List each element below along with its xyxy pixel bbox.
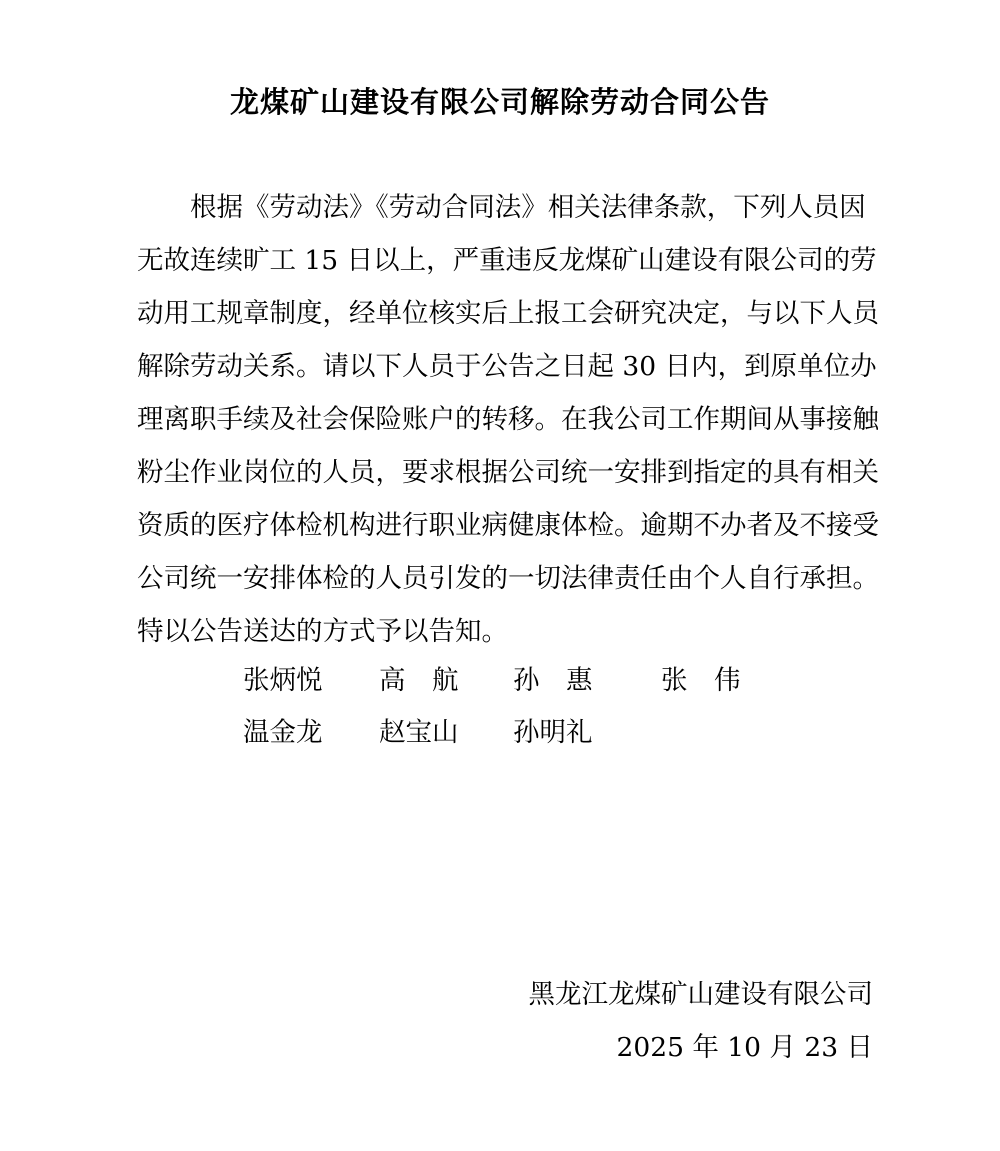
person-name: 高 航 <box>379 665 459 696</box>
body-paragraph-line: 粉尘作业岗位的人员，要求根据公司统一安排到指定的具有相关 <box>137 457 879 488</box>
body-paragraph-line: 解除劳动关系。请以下人员于公告之日起 30 日内，到原单位办 <box>137 351 877 382</box>
notice-title: 龙煤矿山建设有限公司解除劳动合同公告 <box>229 85 770 119</box>
signature-company: 黑龙江龙煤矿山建设有限公司 <box>528 979 873 1010</box>
body-paragraph-line: 无故连续旷工 15 日以上，严重违反龙煤矿山建设有限公司的劳 <box>137 245 877 276</box>
body-paragraph-line: 资质的医疗体检机构进行职业病健康体检。逾期不办者及不接受 <box>137 510 879 541</box>
body-paragraph-line: 动用工规章制度，经单位核实后上报工会研究决定，与以下人员 <box>137 298 879 329</box>
person-name: 张炳悦 <box>243 665 323 696</box>
body-paragraph-line: 公司统一安排体检的人员引发的一切法律责任由个人自行承担。 <box>137 563 879 594</box>
body-paragraph-line: 根据《劳动法》《劳动合同法》相关法律条款，下列人员因 <box>190 192 866 223</box>
person-name: 张 伟 <box>661 665 741 696</box>
person-name: 赵宝山 <box>379 717 459 748</box>
person-name: 孙明礼 <box>513 717 593 748</box>
signature-date: 2025 年 10 月 23 日 <box>616 1032 873 1063</box>
person-name: 温金龙 <box>243 717 323 748</box>
body-paragraph-line: 特以公告送达的方式予以告知。 <box>137 616 508 647</box>
person-name: 孙 惠 <box>513 665 593 696</box>
body-paragraph-line: 理离职手续及社会保险账户的转移。在我公司工作期间从事接触 <box>137 404 879 435</box>
